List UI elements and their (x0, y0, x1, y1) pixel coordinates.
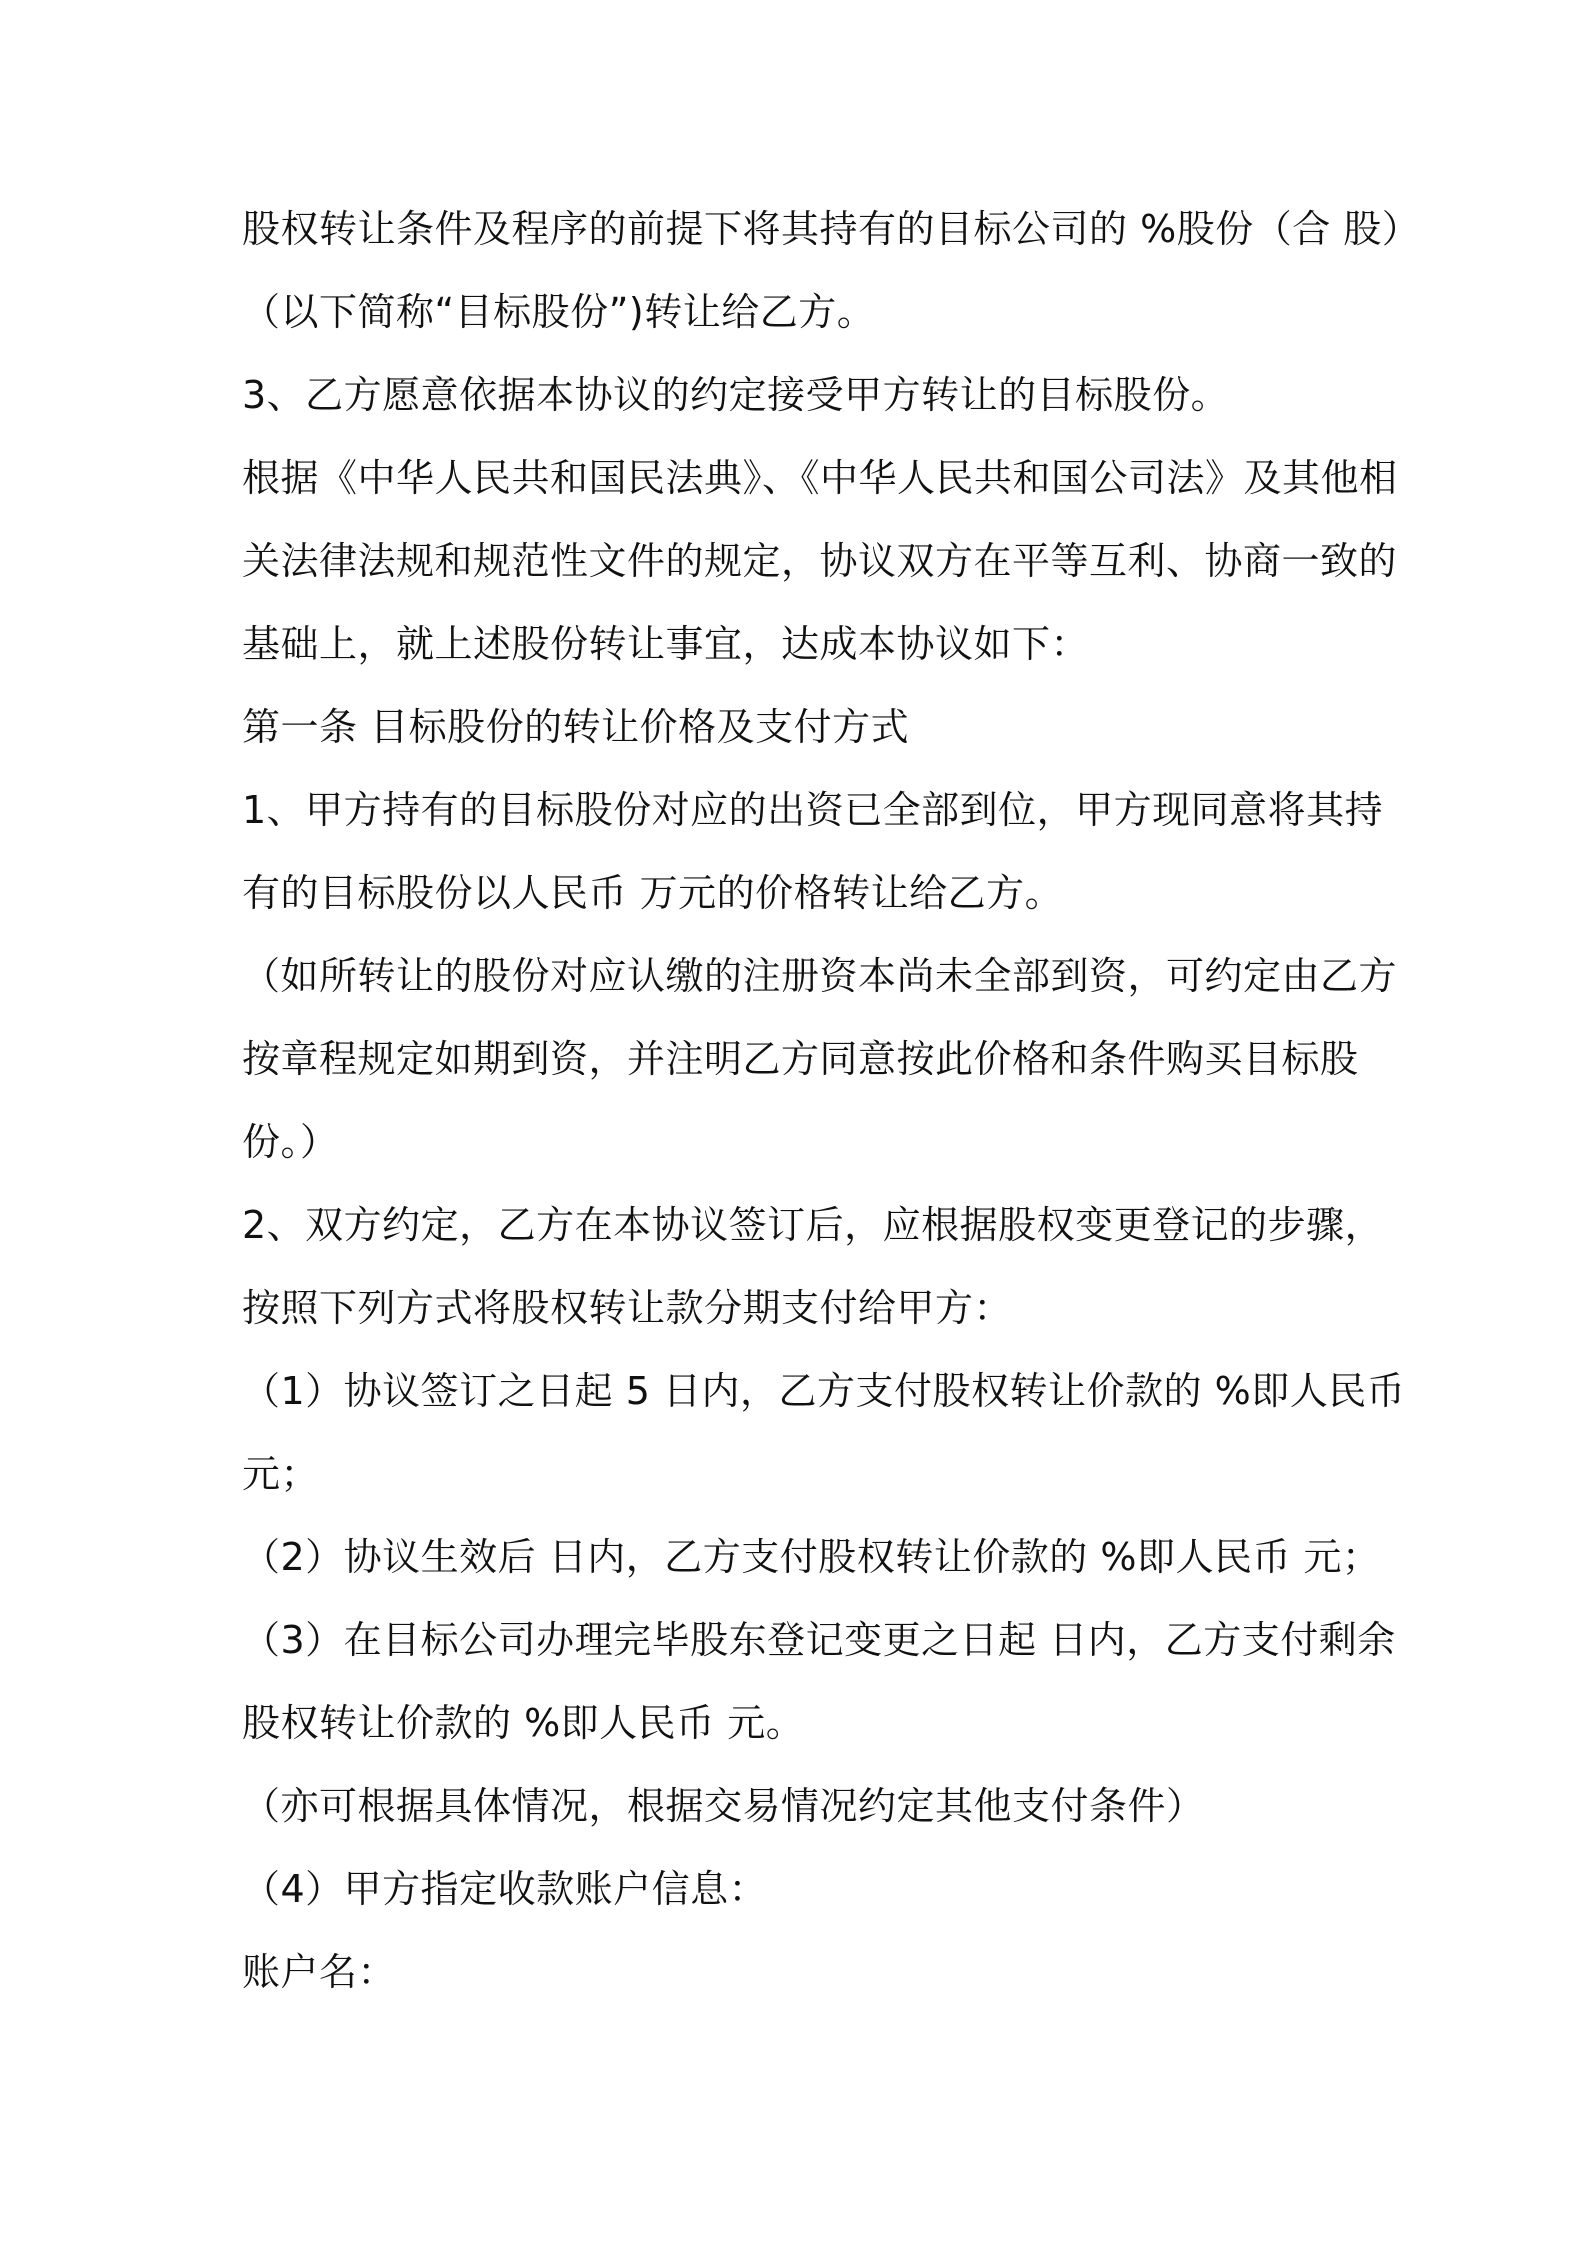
text-line: 1、甲方持有的目标股份对应的出资已全部到位，甲方现同意将其持 (242, 788, 1384, 832)
text-line: （如所转让的股份对应认缴的注册资本尚未全部到资，可约定由乙方 (242, 954, 1398, 998)
text-line: 关法律法规和规范性文件的规定，协议双方在平等互利、协商一致的 (242, 539, 1398, 583)
text-line: 账户名： (242, 1950, 397, 1994)
text-line: 基础上，就上述股份转让事宜，达成本协议如下： (242, 622, 1090, 666)
text-line: 按照下列方式将股权转让款分期支付给甲方： (242, 1286, 1013, 1330)
text-line: （亦可根据具体情况，根据交易情况约定其他支付条件） (242, 1784, 1205, 1828)
text-line: 2、双方约定，乙方在本协议签订后，应根据股权变更登记的步骤， (242, 1203, 1384, 1247)
text-line: 按章程规定如期到资，并注明乙方同意按此价格和条件购买目标股 (242, 1037, 1359, 1081)
text-line: （以下简称“目标股份”)转让给乙方。 (242, 290, 876, 334)
text-line: 份。） (242, 1120, 339, 1164)
text-line: 有的目标股份以人民币 万元的价格转让给乙方。 (242, 871, 1064, 915)
text-line: 3、乙方愿意依据本协议的约定接受甲方转让的目标股份。 (242, 373, 1230, 417)
text-line: 股权转让价款的 %即人民币 元。 (242, 1701, 805, 1745)
text-line: （3）在目标公司办理完毕股东登记变更之日起 日内，乙方支付剩余 (242, 1618, 1396, 1662)
text-line: （4）甲方指定收款账户信息： (242, 1867, 768, 1911)
text-line: （1）协议签订之日起 5 日内，乙方支付股权转让价款的 %即人民币 (242, 1369, 1406, 1413)
text-line: 根据《中华人民共和国民法典》、《中华人民共和国公司法》及其他相 (242, 456, 1398, 500)
text-line: （2）协议生效后 日内，乙方支付股权转让价款的 %即人民币 元； (242, 1535, 1381, 1579)
section-heading: 第一条 目标股份的转让价格及支付方式 (242, 705, 910, 749)
text-line: 元； (242, 1452, 320, 1496)
text-line: 股权转让条件及程序的前提下将其持有的目标公司的 %股份（合 股） (242, 207, 1421, 251)
